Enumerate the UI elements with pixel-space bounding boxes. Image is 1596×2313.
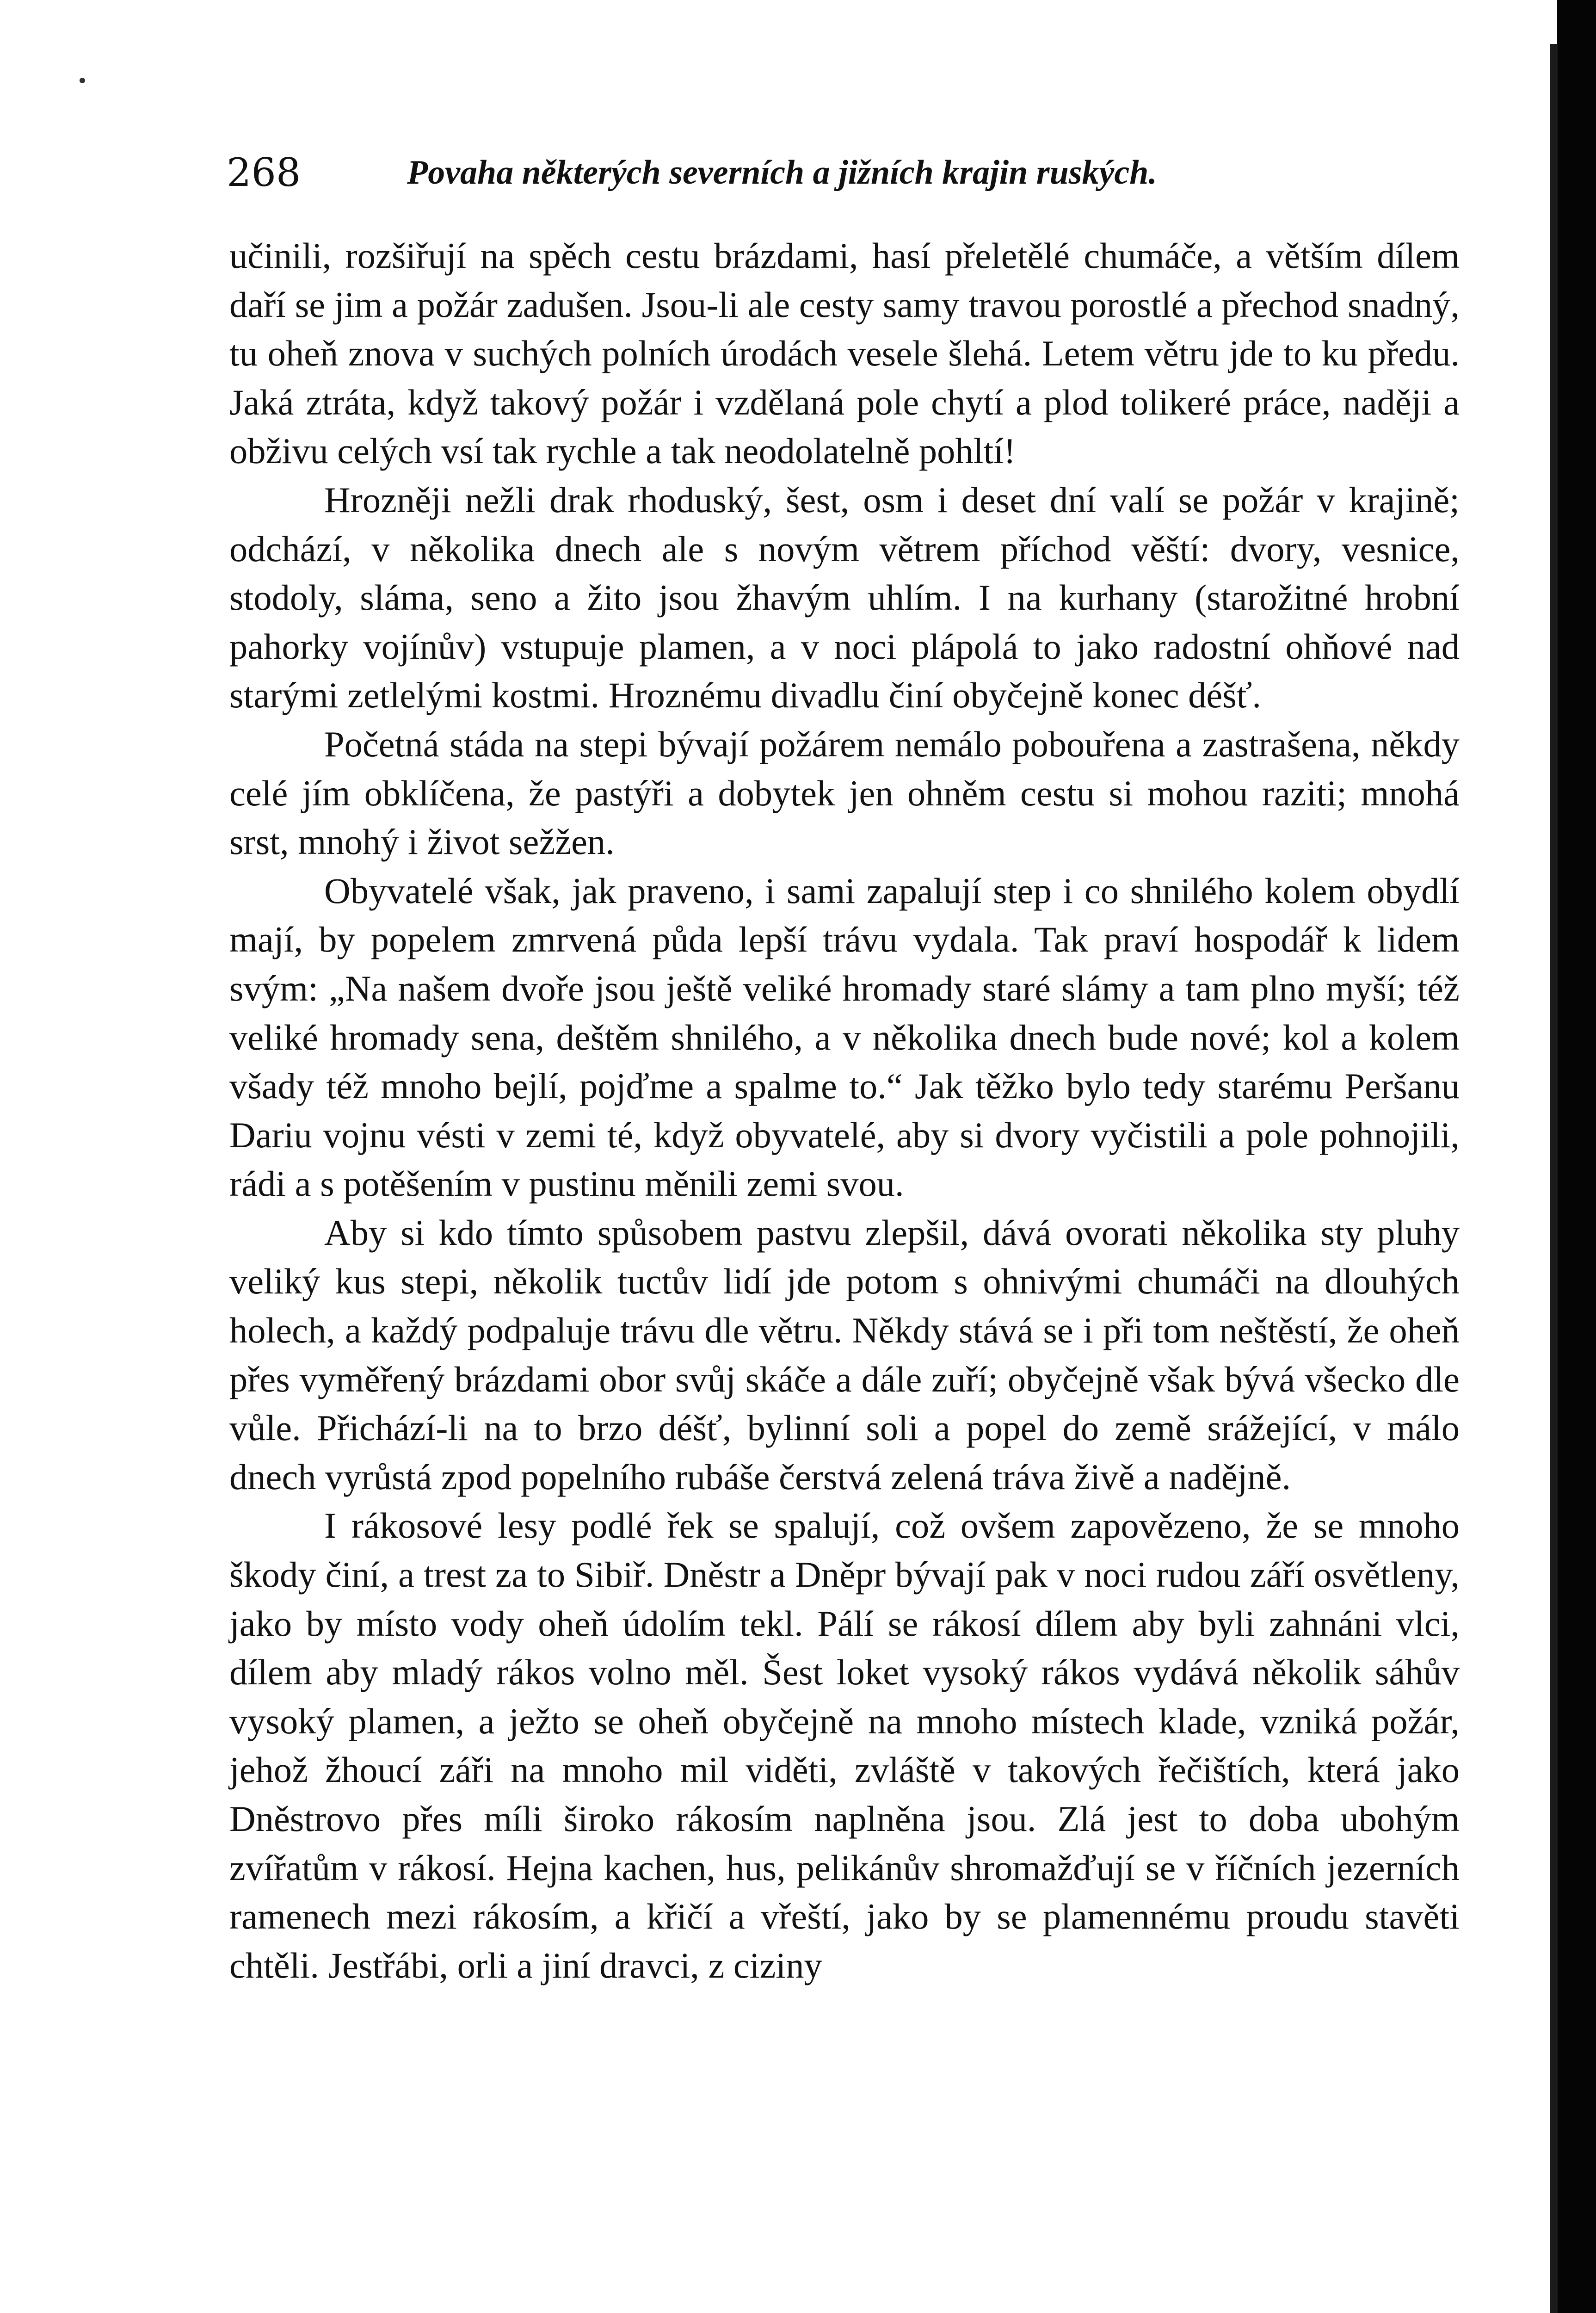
body-text	[229, 231, 1460, 1990]
paragraph-4: Obyvatelé však, jak praveno, i sami zapalují step i co shnilého kolem obydlí mají, by popelem zmrvená půda lepší trávu vydala. Tak praví hospodář k lidem svým: „Na našem dvoře jsou ještě veliké hromady staré slámy a tam plno myší; též veliké hromady sena, deštěm shnilého, a v několika dnech bude nové; kol a kolem všady též mnoho bejlí, pojďme a spalme to.“ Jak těžko bylo tedy starému Peršanu Dariu vojnu vésti v zemi té, když obyvatelé, aby si dvory vyčistili a pole pohnojili, rádi a s potěšením v pustinu měnili zemi svou.	[229, 870, 1460, 1204]
paragraph-1: učinili, rozšiřují na spěch cestu brázdami, hasí přeletělé chumáče, a větším dílem daří se jim a požár zadušen. Jsou-li ale cesty samy travou porostlé a přechod snadný, tu oheň znova v suchých polních úrodách vesele šlehá. Letem větru jde to ku předu. Jaká ztráta, když takový požár i vzdělaná pole chytí a plod tolikeré práce, naději a obživu celých vsí tak rychle a tak neodolatelně pohltí!	[229, 235, 1460, 471]
page-number: 268	[227, 150, 301, 195]
scan-edge-right	[1557, 0, 1596, 2313]
running-title: Povaha některých severních a jižních krajin ruských.	[407, 154, 1157, 192]
paragraph-5: Aby si kdo tímto spůsobem pastvu zlepšil, dává ovorati několika sty pluhy veliký kus stepi, několik tuctův lidí jde potom s ohnivými chumáči na dlouhých holech, a každý podpaluje trávu dle větru. Někdy stává se i při tom neštěstí, že oheň přes vyměřený brázdami obor svůj skáče a dále zuří; obyčejně však bývá všecko dle vůle. Přichází-li na to brzo déšť, bylinní soli a popel do země srážející, v málo dnech vyrůstá zpod popelního rubáše čerstvá zelená tráva živě a nadějně.	[229, 1212, 1460, 1497]
scan-edge-shadow	[1550, 44, 1558, 2313]
paragraph-6: I rákosové lesy podlé řek se spalují, což ovšem zapovězeno, že se mnoho škody činí, a trest za to Sibiř. Dněstr a Dněpr bývají pak v noci rudou září osvětleny, jako by místo vody oheň údolím tekl. Pálí se rákosí dílem aby byli zahnáni vlci, dílem aby mladý rákos volno měl. Šest loket vysoký rákos vydává několik sáhův vysoký plamen, a ježto se oheň obyčejně na mnoho místech klade, vzniká požár, jehož žhoucí záři na mnoho mil viděti, zvláště v takových řečištích, která jako Dněstrovo přes míli široko rákosím naplněna jsou. Zlá jest to doba ubohým zvířatům v rákosí. Hejna kachen, hus, pelikánův shromažďují se v říčních jezerních ramenech mezi rákosím, a křičí a vřeští, jako by se plamennému proudu stavěti chtěli. Jestřábi, orli a jiní dravci, z ciziny	[229, 1505, 1460, 1985]
page-header	[227, 147, 1290, 198]
paragraph-3: Početná stáda na stepi bývají požárem nemálo pobouřena a zastrašena, někdy celé jím obklíčena, že pastýři a dobytek jen ohněm cestu si mohou raziti; mnohá srst, mnohý i život sežžen.	[229, 724, 1460, 862]
paragraph-2: Hrozněji nežli drak rhoduský, šest, osm i deset dní valí se požár v krajině; odchází, v několika dnech ale s novým větrem příchod věští: dvory, vesnice, stodoly, sláma, seno a žito jsou žhavým uhlím. I na kurhany (starožitné hrobní pahorky vojínův) vstupuje plamen, a v noci plápolá to jako radostní ohňové nad starými zetlelými kostmi. Hroznému divadlu činí obyčejně konec déšť.	[229, 479, 1460, 716]
scan-speck	[80, 78, 85, 83]
